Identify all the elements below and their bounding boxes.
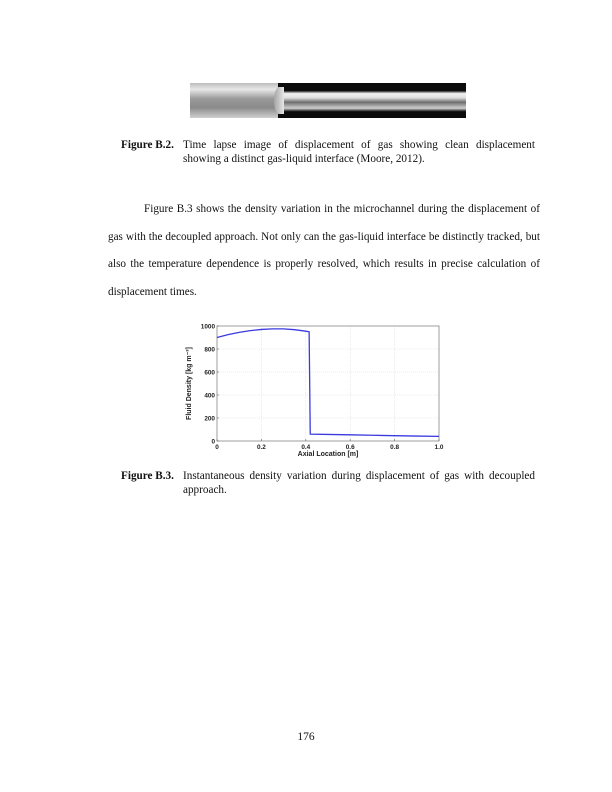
y-tick-label: 800 <box>204 346 215 354</box>
y-tick-label: 1000 <box>200 323 215 331</box>
y-tick-label: 200 <box>204 415 215 423</box>
caption-label: Figure B.3. <box>121 470 174 482</box>
y-tick-label: 600 <box>204 369 215 377</box>
page-number: 176 <box>297 731 315 743</box>
x-tick-label: 0.2 <box>256 444 266 451</box>
body-paragraph: Figure B.3 shows the density variation in the microchannel during the displacement of gas with the decoupled approach. Not only can the gas-liquid interface be distinctly tracked, but also the temperature dependence is properly resolved, which results in precise calculation of displacement times. <box>108 203 540 299</box>
liquid-region <box>278 83 466 118</box>
x-tick-label: 0 <box>215 444 219 451</box>
gas-region <box>190 83 278 118</box>
x-tick-label: 0.8 <box>390 444 400 451</box>
caption-label: Figure B.2. <box>121 139 174 151</box>
y-tick-label: 0 <box>211 438 215 446</box>
caption-text: Instantaneous density variation during displacement of gas with decoupled approach. <box>183 470 535 496</box>
plot-area <box>217 326 439 441</box>
x-tick-label: 1.0 <box>434 444 444 451</box>
y-tick-label: 400 <box>204 392 215 400</box>
caption-text: Time lapse image of displacement of gas showing clean displacement showing a distinct gas-liquid interface (Moore, 2012). <box>183 139 535 165</box>
x-axis-label: Axial Location [m] <box>297 451 359 458</box>
figure-b3-chart <box>180 318 450 458</box>
x-tick-label: 0.6 <box>345 444 355 451</box>
gas-liquid-interface <box>274 87 284 114</box>
y-axis-label: Fluid Density [kg m⁻³] <box>186 347 193 420</box>
x-tick-label: 0.4 <box>301 444 311 451</box>
figure-b2-image <box>190 83 466 118</box>
